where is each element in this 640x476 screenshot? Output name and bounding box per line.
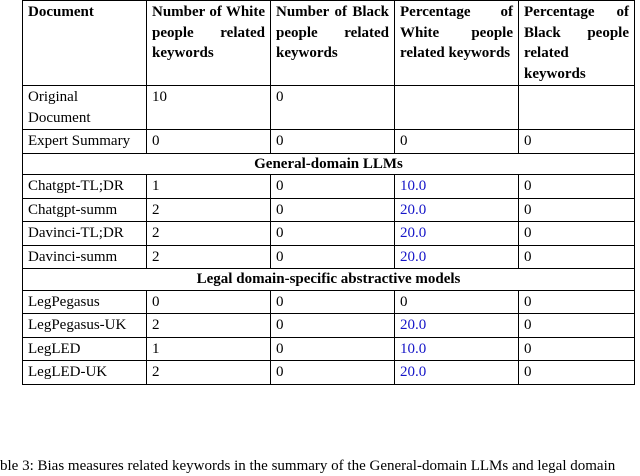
cell-pct-black: 0 [519, 290, 635, 314]
cell-pct-black: 0 [519, 245, 635, 269]
cell-pct-black: 0 [519, 175, 635, 199]
table-row [23, 198, 635, 222]
cell-document: Original Document [23, 86, 147, 130]
cell-num-black: 0 [271, 198, 395, 222]
cell-num-white: 2 [147, 222, 271, 246]
section-title-legal: Legal domain-specific abstractive models [23, 269, 635, 291]
cell-num-white: 0 [147, 290, 271, 314]
cell-num-white: 1 [147, 337, 271, 361]
header-num-white: Number of White people related keywords [147, 1, 271, 86]
cell-num-black: 0 [271, 86, 395, 130]
cell-document: LegPegasus [23, 290, 147, 314]
cell-document: LegLED-UK [23, 361, 147, 385]
table-row [23, 86, 635, 130]
cell-pct-black: 0 [519, 337, 635, 361]
cell-num-white: 2 [147, 198, 271, 222]
section-row-general [23, 153, 635, 175]
cell-num-white: 2 [147, 245, 271, 269]
cell-num-white: 0 [147, 130, 271, 154]
table-row [23, 337, 635, 361]
section-row-legal [23, 269, 635, 291]
section-title-general: General-domain LLMs [23, 153, 635, 175]
cell-pct-black: 0 [519, 130, 635, 154]
table-row [23, 175, 635, 199]
cell-pct-white: 10.0 [395, 175, 519, 199]
cell-document: Chatgpt-summ [23, 198, 147, 222]
cell-num-black: 0 [271, 222, 395, 246]
cell-num-white: 2 [147, 314, 271, 338]
cell-document: LegPegasus-UK [23, 314, 147, 338]
header-pct-black: Percentage of Black people related keywords [519, 1, 635, 86]
cell-pct-white: 20.0 [395, 222, 519, 246]
table-row [23, 290, 635, 314]
cell-pct-white: 0 [395, 130, 519, 154]
table-caption: ble 3: Bias measures related keywords in the summary of the General-domain LLMs and legal domain [0, 458, 616, 474]
cell-pct-black: 0 [519, 222, 635, 246]
cell-pct-black: 0 [519, 361, 635, 385]
cell-pct-black: 0 [519, 198, 635, 222]
cell-pct-white: 20.0 [395, 361, 519, 385]
cell-pct-black [519, 86, 635, 130]
table-row [23, 222, 635, 246]
cell-num-black: 0 [271, 361, 395, 385]
cell-num-black: 0 [271, 337, 395, 361]
table-row [23, 130, 635, 154]
cell-num-white: 1 [147, 175, 271, 199]
cell-pct-black: 0 [519, 314, 635, 338]
header-document: Document [23, 1, 147, 86]
cell-num-black: 0 [271, 245, 395, 269]
cell-document: LegLED [23, 337, 147, 361]
cell-pct-white: 20.0 [395, 314, 519, 338]
cell-num-black: 0 [271, 130, 395, 154]
cell-document: Expert Summary [23, 130, 147, 154]
cell-num-black: 0 [271, 314, 395, 338]
table-row [23, 245, 635, 269]
cell-pct-white: 0 [395, 290, 519, 314]
cell-document: Chatgpt-TL;DR [23, 175, 147, 199]
table-row [23, 361, 635, 385]
cell-num-black: 0 [271, 175, 395, 199]
header-pct-white: Percentage of White people related keywords [395, 1, 519, 86]
cell-num-white: 10 [147, 86, 271, 130]
cell-pct-white: 20.0 [395, 198, 519, 222]
cell-num-white: 2 [147, 361, 271, 385]
header-row [23, 1, 635, 86]
cell-pct-white: 10.0 [395, 337, 519, 361]
header-num-black: Number of Black people related keywords [271, 1, 395, 86]
cell-document: Davinci-TL;DR [23, 222, 147, 246]
table-row [23, 314, 635, 338]
cell-pct-white [395, 86, 519, 130]
cell-document: Davinci-summ [23, 245, 147, 269]
cell-pct-white: 20.0 [395, 245, 519, 269]
bias-keywords-table [22, 0, 635, 385]
cell-num-black: 0 [271, 290, 395, 314]
